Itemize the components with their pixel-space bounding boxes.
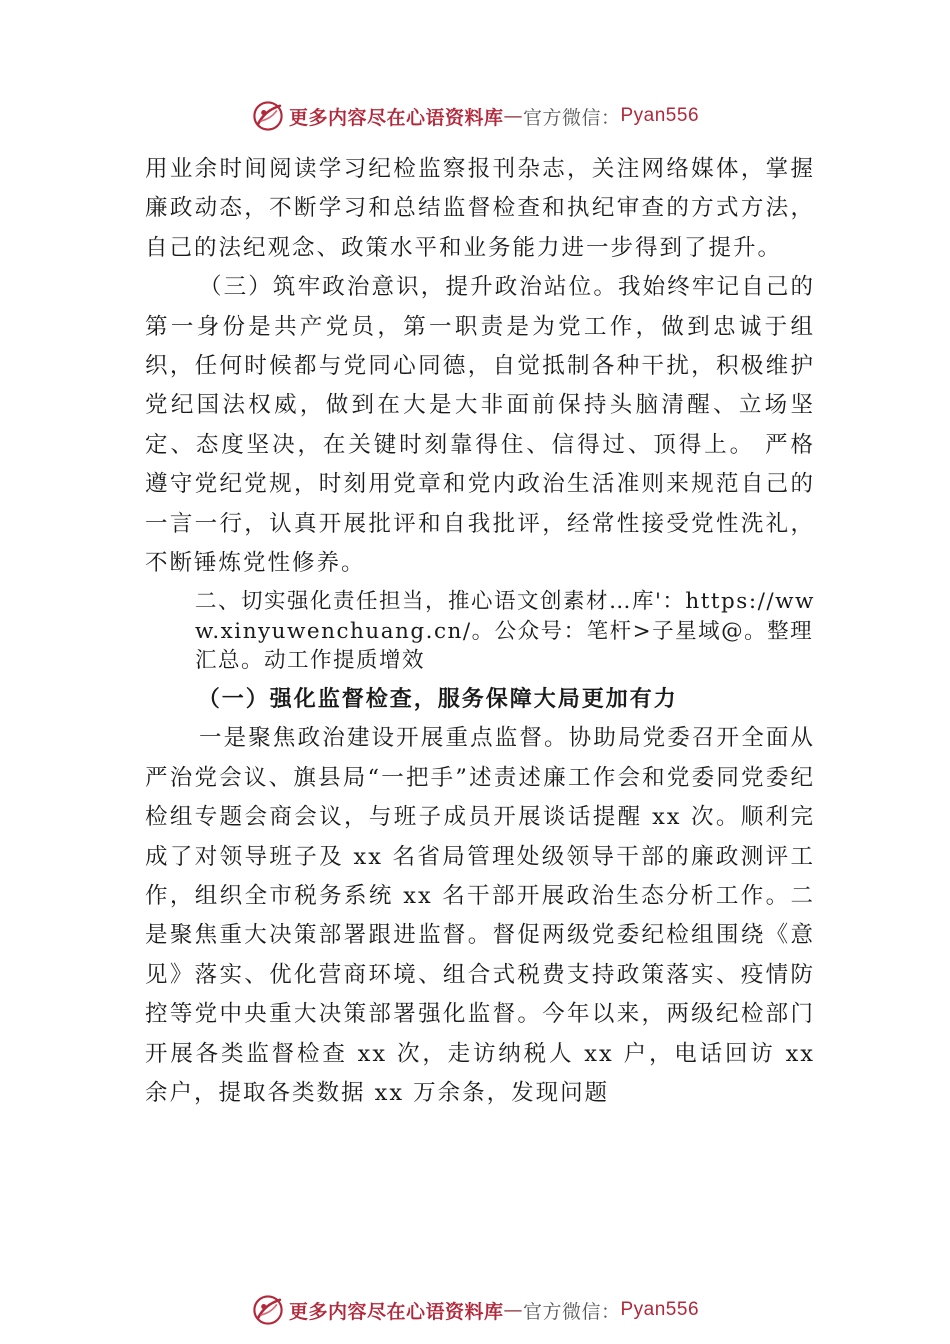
header-dash: — — [503, 105, 523, 127]
header-wechat-label: 官方微信： — [522, 106, 621, 129]
paragraph-political-awareness: （三）筑牢政治意识，提升政治站位。我始终牢记自己的第一身份是共产党员，第一职责是为党工作，做到忠诚于组织，任何时候都与党同心同德，自觉抵制各种干扰，积极维护党纪国法权威，做到在大是大非面前保持头脑清醒、立场坚定、态度坚决，在关键时刻靠得住、信得过、顶得上。 严格遵守党纪党规，时刻用党章和党内政治生活准则来规范自己的一言一行，认真开展批评和自我批评，经常性接受党性洗礼，不断锤炼党性修养。 — [145, 274, 815, 577]
brand-logo-icon — [251, 99, 285, 133]
paragraph-supervision: 一是聚焦政治建设开展重点监督。协助局党委召开全面从严治党会议、旗县局“一把手”述责述廉工作会和党委同党委纪检组专题会商会议，与班子成员开展谈话提醒 xx 次。顺利完成了对领导班子及 xx 名省局管理处级领导干部的廉政测评工作，组织全市税务系统 xx 名干部开展政治生态分析工作。二是聚焦重大决策部署跟进监督。督促两级党委纪检组围绕《意见》落实、优化营商环境、组合式税费支持政策落实、疫情防控等党中央重大决策部署强化监督。今年以来，两级纪检部门开展各类监督检查 xx 次，走访纳税人 xx 户，电话回访 xx 余户，提取各类数据 xx 万余条，发现问题 — [145, 725, 815, 1107]
footer-dash: — — [503, 1299, 523, 1321]
header-brand-text: 更多内容尽在心语资料库 — [288, 106, 504, 129]
header-wechat-id: Pyan556 — [620, 105, 700, 126]
section-two-heading: 二、切实强化责任担当，推心语文创素材…库'：https://www.xinyuwenchuang.cn/。公众号：笔杆>子星域@。整理汇总。动工作提质增效 — [195, 589, 815, 674]
footer-watermark — [0, 1290, 950, 1330]
footer-wechat-label: 官方微信： — [522, 1300, 621, 1323]
subsection-one-heading: （一）强化监督检查，服务保障大局更加有力 — [197, 685, 678, 712]
footer-brand-text: 更多内容尽在心语资料库 — [288, 1300, 504, 1323]
brand-logo-icon — [251, 1293, 285, 1327]
header-watermark — [0, 96, 950, 136]
paragraph-continued: 用业余时间阅读学习纪检监察报刊杂志，关注网络媒体，掌握廉政动态，不断学习和总结监督检查和执纪审查的方式方法，自己的法纪观念、政策水平和业务能力进一步得到了提升。 — [145, 156, 815, 261]
document-body — [145, 150, 815, 1113]
footer-wechat-id: Pyan556 — [620, 1299, 700, 1320]
